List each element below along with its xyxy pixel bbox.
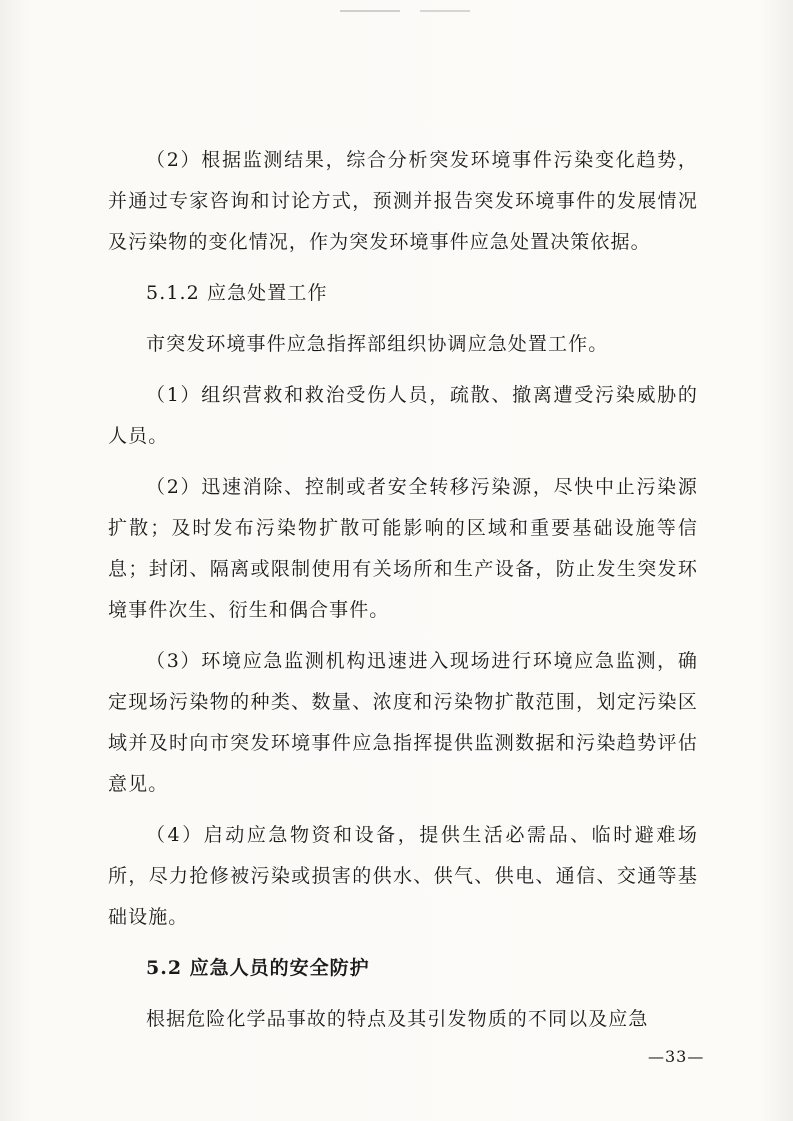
paragraph: （2）根据监测结果，综合分析突发环境事件污染变化趋势，并通过专家咨询和讨论方式，预测并报告突发环境事件的发展情况及污染物的变化情况，作为突发环境事件应急处置决策依据。 (108, 149, 698, 253)
paragraph: （3）环境应急监测机构迅速进入现场进行环境应急监测，确定现场污染物的种类、数量、浓度和污染物扩散范围，划定污染区域并及时向市突发环境事件应急指挥提供监测数据和污染趋势评估意见。 (108, 650, 698, 795)
document-body (108, 140, 698, 1040)
scan-artifact (0, 6, 793, 20)
page-number: —33— (648, 1047, 705, 1066)
paragraph: （1）组织营救和救治受伤人员，疏散、撤离遭受污染威胁的人员。 (108, 384, 698, 447)
subsection-heading: 5.1.2 应急处置工作 (146, 282, 328, 304)
paragraph: （4）启动应急物资和设备，提供生活必需品、临时避难场所，尽力抢修被污染或损害的供水、供气、供电、通信、交通等基础设施。 (108, 824, 698, 928)
section-heading: 5.2 应急人员的安全防护 (146, 957, 370, 979)
paragraph: （2）迅速消除、控制或者安全转移污染源，尽快中止污染源扩散；及时发布污染物扩散可能影响的区域和重要基础设施等信息；封闭、隔离或限制使用有关场所和生产设备，防止发生突发环境事件次生、衍生和偶合事件。 (108, 476, 698, 621)
paragraph: 根据危险化学品事故的特点及其引发物质的不同以及应急 (146, 1008, 649, 1030)
paragraph: 市突发环境事件应急指挥部组织协调应急处置工作。 (146, 333, 609, 355)
